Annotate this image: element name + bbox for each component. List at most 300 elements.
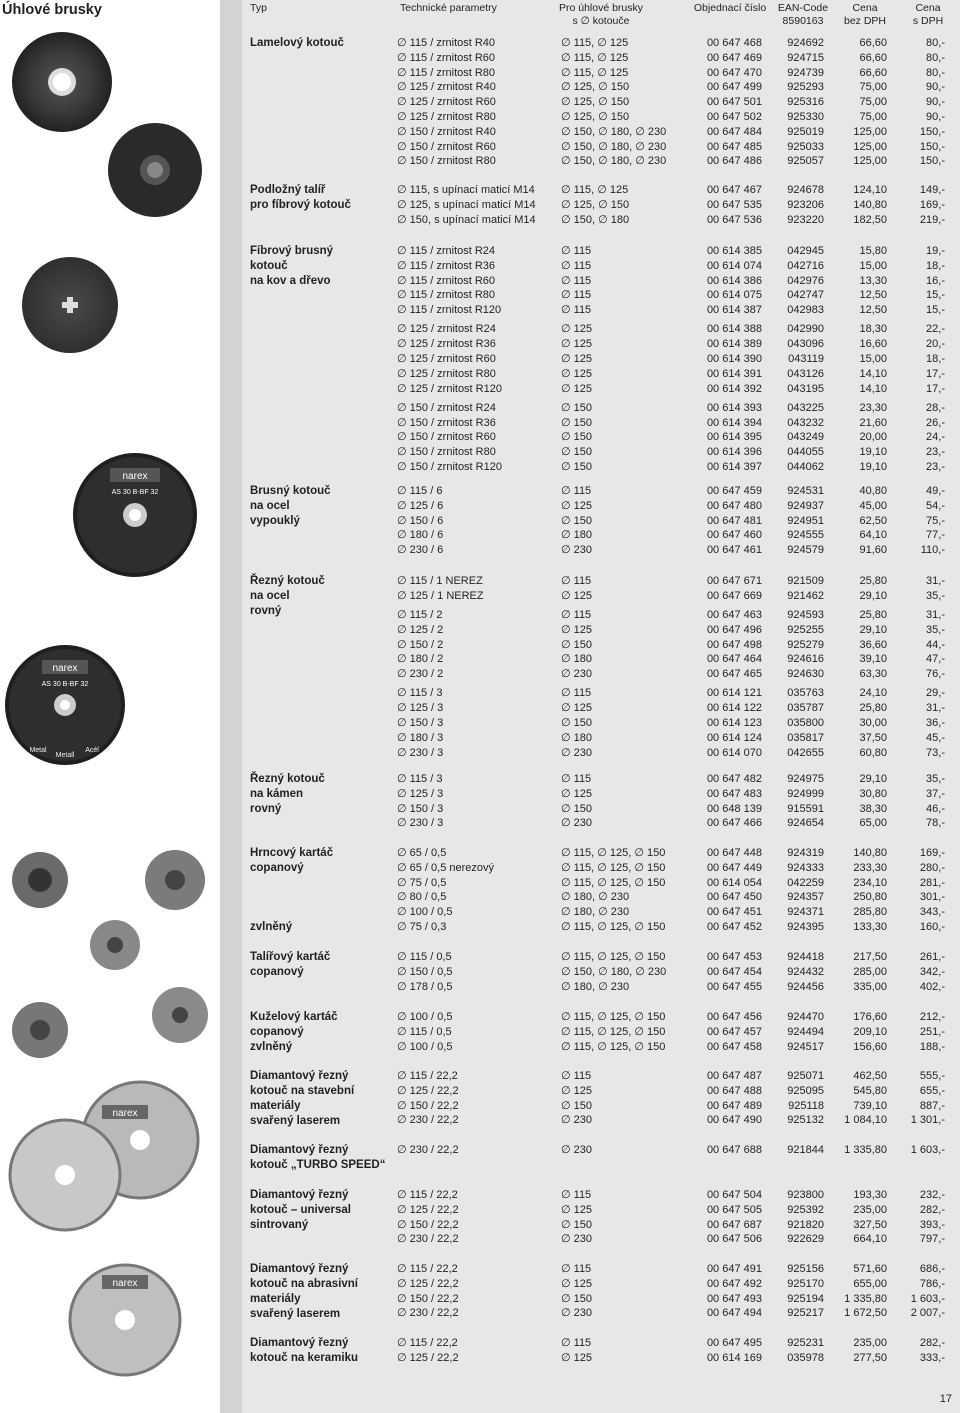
price-net-cell: 75,00 [859, 81, 887, 94]
order-number-cell: 00 614 394 [706, 416, 762, 429]
price-net-cell: 124,10 [853, 184, 887, 196]
price-net-cell: 30,00 [859, 717, 887, 729]
table-row [242, 589, 960, 604]
price-vat-cell: 655,- [919, 1084, 945, 1097]
header-order: Objednací číslo [693, 2, 767, 14]
ean-cell: 921462 [787, 589, 824, 602]
ean-cell: 035978 [787, 1351, 824, 1364]
price-net-cell: 15,00 [859, 353, 887, 365]
price-net-cell: 285,80 [853, 906, 887, 919]
ean-cell: 924357 [787, 891, 824, 904]
price-net-cell: 45,00 [859, 499, 887, 512]
price-net-cell: 16,60 [859, 338, 887, 351]
price-net-cell: 37,50 [859, 731, 887, 744]
price-net-cell: 29,10 [859, 773, 887, 785]
order-number-cell: 00 614 054 [706, 876, 762, 889]
grinder-cell: ∅ 150, ∅ 180, ∅ 230 [561, 140, 667, 153]
price-vat-cell: 26,- [926, 416, 945, 429]
price-net-cell: 176,60 [853, 1011, 887, 1023]
grinder-cell: ∅ 180, ∅ 230 [561, 891, 630, 904]
product-category: Diamantový řezný kotouč na stavební materiály svařený laserem [250, 1070, 355, 1127]
order-number-cell: 00 647 448 [706, 847, 762, 859]
order-number-cell: 00 647 688 [706, 1144, 762, 1156]
price-net-cell: 21,60 [859, 416, 887, 429]
table-row [242, 1351, 960, 1366]
grinder-cell: ∅ 125 [561, 499, 592, 512]
ean-cell: 925071 [787, 1070, 824, 1082]
spec-cell: ∅ 150 / 3 [397, 802, 444, 815]
order-number-cell: 00 647 464 [706, 653, 762, 666]
table-row [242, 608, 960, 623]
table-row [242, 731, 960, 746]
order-number-cell: 00 647 498 [706, 638, 762, 651]
price-net-cell: 25,80 [859, 575, 887, 587]
price-vat-cell: 150,- [919, 140, 945, 153]
price-vat-cell: 16,- [926, 274, 945, 287]
spec-cell: ∅ 125 / zrnitost R80 [397, 367, 496, 380]
spec-cell: ∅ 125 / 22,2 [397, 1203, 459, 1216]
price-net-cell: 39,10 [859, 653, 887, 666]
ean-cell: 925156 [787, 1263, 824, 1275]
price-vat-cell: 282,- [919, 1337, 945, 1349]
grinder-cell: ∅ 150 [561, 401, 592, 414]
table-row [242, 701, 960, 716]
order-number-cell: 00 647 483 [706, 787, 762, 800]
table-row [242, 528, 960, 543]
spec-cell: ∅ 115 / zrnitost R80 [397, 66, 496, 79]
table-row [242, 638, 960, 653]
table-row [242, 1084, 960, 1099]
ean-cell: 043126 [787, 367, 824, 380]
order-number-cell: 00 647 455 [706, 980, 762, 993]
price-net-cell: 40,80 [859, 485, 887, 497]
spec-cell: ∅ 115 / 6 [397, 485, 443, 497]
svg-text:narex: narex [112, 1108, 138, 1119]
table-row [242, 401, 960, 416]
order-number-cell: 00 614 123 [706, 717, 762, 729]
table-row [242, 352, 960, 367]
price-vat-cell: 402,- [919, 980, 945, 993]
spec-cell: ∅ 150 / 22,2 [397, 1292, 459, 1305]
price-net-cell: 23,30 [859, 401, 887, 414]
table-row [242, 623, 960, 638]
spec-cell: ∅ 100 / 0,5 [397, 1011, 453, 1023]
table-row [242, 36, 960, 51]
price-net-cell: 64,10 [859, 529, 887, 542]
order-number-cell: 00 614 396 [706, 446, 762, 459]
ean-cell: 043232 [787, 416, 824, 429]
price-vat-cell: 160,- [919, 921, 945, 933]
price-vat-cell: 261,- [919, 951, 945, 963]
product-category: Podložný talíř pro fíbrový kotouč [250, 184, 351, 211]
order-number-cell: 00 614 074 [706, 259, 762, 272]
price-net-cell: 30,80 [859, 787, 887, 800]
table-row [242, 574, 960, 589]
grinder-cell: ∅ 125 [561, 382, 592, 395]
ean-cell: 923206 [787, 198, 824, 211]
table-row [242, 66, 960, 81]
grinder-cell: ∅ 125 [561, 323, 592, 336]
spec-cell: ∅ 115 / zrnitost R36 [397, 259, 496, 272]
price-vat-cell: 797,- [919, 1233, 945, 1246]
spec-cell: ∅ 115 / zrnitost R80 [397, 289, 496, 302]
product-category: Talířový kartáč copanový [250, 951, 331, 978]
table-row [242, 1025, 960, 1040]
grinder-cell: ∅ 125, ∅ 150 [561, 111, 630, 123]
spec-cell: ∅ 150 / zrnitost R120 [397, 461, 502, 473]
product-category: Hrncový kartáč copanový [250, 847, 334, 874]
price-net-cell: 63,30 [859, 668, 887, 681]
ean-cell: 035800 [787, 717, 824, 729]
product-category: Řezný kotouč na ocel rovný [250, 575, 325, 617]
price-vat-cell: 149,- [919, 184, 945, 196]
price-vat-cell: 44,- [926, 638, 945, 651]
ean-cell: 035817 [787, 731, 824, 744]
ean-cell: 042945 [787, 245, 824, 257]
spec-cell: ∅ 65 / 0,5 nerezový [397, 861, 495, 874]
ean-cell: 923220 [787, 213, 824, 226]
price-vat-cell: 2 007,- [910, 1307, 945, 1320]
table-row [242, 802, 960, 817]
product-subcategory: zvlněný [250, 921, 293, 933]
spec-cell: ∅ 150, s upínací maticí M14 [397, 213, 536, 226]
grinder-cell: ∅ 150 [561, 416, 592, 429]
product-category: Diamantový řezný kotouč – universal sintrovaný [250, 1189, 351, 1231]
price-net-cell: 1 335,80 [844, 1144, 887, 1156]
table-row [242, 965, 960, 980]
header-type: Typ [250, 2, 267, 14]
grinder-cell: ∅ 125 [561, 787, 592, 800]
price-net-cell: 65,00 [859, 817, 887, 830]
grinder-cell: ∅ 115 [561, 245, 592, 257]
spec-cell: ∅ 150 / 3 [397, 717, 444, 729]
ean-cell: 042983 [787, 304, 824, 317]
order-number-cell: 00 647 506 [706, 1233, 762, 1246]
spec-cell: ∅ 115 / 0,5 [397, 1025, 452, 1038]
grinder-cell: ∅ 115, ∅ 125 [561, 184, 629, 196]
spec-cell: ∅ 115 / 3 [397, 687, 443, 700]
spec-cell: ∅ 125 / 3 [397, 787, 444, 800]
table-row [242, 890, 960, 905]
price-vat-cell: 35,- [926, 773, 945, 785]
grinder-cell: ∅ 125 [561, 1277, 592, 1290]
price-vat-cell: 73,- [926, 746, 945, 759]
price-vat-cell: 23,- [926, 446, 945, 459]
order-number-cell: 00 647 470 [706, 66, 762, 79]
spec-cell: ∅ 125 / zrnitost R36 [397, 338, 496, 351]
price-vat-cell: 29,- [926, 687, 945, 700]
table-row [242, 746, 960, 761]
order-number-cell: 00 614 395 [706, 431, 762, 444]
grinder-cell: ∅ 115 [561, 609, 592, 621]
order-number-cell: 00 647 450 [706, 891, 762, 904]
grinder-cell: ∅ 115, ∅ 125, ∅ 150 [561, 876, 666, 889]
grinder-cell: ∅ 115 [561, 1337, 592, 1349]
product-category: Fíbrový brusný kotouč na kov a dřevo [250, 245, 334, 287]
grinder-cell: ∅ 115 [561, 1070, 592, 1082]
spec-cell: ∅ 150 / 6 [397, 514, 444, 527]
order-number-cell: 00 614 075 [706, 289, 762, 302]
spec-cell: ∅ 100 / 0,5 [397, 906, 453, 919]
order-number-cell: 00 647 536 [706, 213, 762, 226]
table-row [242, 288, 960, 303]
price-net-cell: 193,30 [853, 1189, 887, 1201]
price-vat-cell: 46,- [926, 802, 945, 815]
flap-disc-image [12, 32, 112, 132]
order-number-cell: 00 647 487 [706, 1070, 762, 1082]
spec-cell: ∅ 150 / zrnitost R60 [397, 431, 496, 444]
price-net-cell: 235,00 [853, 1203, 887, 1216]
header-price-vat: Cena s DPH [912, 2, 944, 27]
grinder-cell: ∅ 150 [561, 514, 592, 527]
order-number-cell: 00 614 393 [706, 401, 762, 414]
order-number-cell: 00 647 459 [706, 485, 762, 497]
price-vat-cell: 19,- [926, 245, 945, 257]
table-row [242, 667, 960, 682]
price-net-cell: 75,00 [859, 96, 887, 109]
price-net-cell: 285,00 [853, 965, 887, 978]
grinder-cell: ∅ 115, ∅ 125, ∅ 150 [561, 1025, 666, 1038]
grinder-cell: ∅ 115 [561, 575, 592, 587]
page-number: 17 [939, 1393, 952, 1405]
table-row [242, 110, 960, 125]
price-vat-cell: 1 301,- [910, 1114, 945, 1127]
table-row [242, 213, 960, 228]
price-net-cell: 1 672,50 [844, 1307, 887, 1320]
table-row [242, 686, 960, 701]
spec-cell: ∅ 230 / 22,2 [397, 1114, 459, 1127]
order-number-cell: 00 647 493 [706, 1292, 762, 1305]
price-net-cell: 133,30 [853, 921, 887, 933]
table-row [242, 244, 960, 259]
order-number-cell: 00 614 385 [706, 245, 762, 257]
table-row [242, 1203, 960, 1218]
product-category: Diamantový řezný kotouč na keramiku [250, 1337, 359, 1364]
grinder-cell: ∅ 150, ∅ 180, ∅ 230 [561, 155, 667, 168]
ean-cell: 924999 [787, 787, 824, 800]
grinder-cell: ∅ 125 [561, 1203, 592, 1216]
table-row [242, 154, 960, 169]
table-row [242, 140, 960, 155]
table-row [242, 920, 960, 935]
order-number-cell: 00 614 387 [706, 304, 762, 317]
price-net-cell: 571,60 [853, 1263, 887, 1275]
ean-cell: 042716 [787, 259, 824, 272]
spec-cell: ∅ 150 / 0,5 [397, 965, 453, 978]
price-vat-cell: 45,- [926, 731, 945, 744]
grinder-cell: ∅ 125 [561, 623, 592, 636]
spec-cell: ∅ 230 / 22,2 [397, 1233, 459, 1246]
price-vat-cell: 169,- [919, 198, 945, 211]
order-number-cell: 00 647 501 [706, 96, 762, 109]
price-net-cell: 36,60 [859, 638, 887, 651]
grinder-cell: ∅ 125 [561, 702, 592, 715]
price-net-cell: 29,10 [859, 589, 887, 602]
price-net-cell: 209,10 [853, 1025, 887, 1038]
order-number-cell: 00 647 505 [706, 1203, 762, 1216]
header-spec: Technické parametry [400, 2, 497, 14]
grinder-cell: ∅ 125 [561, 1084, 592, 1097]
ean-cell: 924678 [787, 184, 824, 196]
price-vat-cell: 150,- [919, 125, 945, 138]
grinder-cell: ∅ 125, ∅ 150 [561, 198, 630, 211]
ean-cell: 924456 [787, 980, 824, 993]
ean-cell: 924517 [787, 1040, 824, 1053]
gray-strip [220, 0, 242, 1413]
grinder-cell: ∅ 115 [561, 773, 592, 785]
order-number-cell: 00 647 468 [706, 37, 762, 49]
spec-cell: ∅ 75 / 0,5 [397, 876, 447, 889]
table-row [242, 1336, 960, 1351]
header-price-net: Cena bez DPH [843, 2, 886, 27]
ean-cell: 043249 [787, 431, 824, 444]
svg-text:Acél: Acél [85, 747, 99, 754]
spec-cell: ∅ 115 / zrnitost R24 [397, 245, 496, 257]
order-number-cell: 00 647 449 [706, 861, 762, 874]
price-net-cell: 62,50 [859, 514, 887, 527]
price-vat-cell: 75,- [926, 514, 945, 527]
table-row [242, 1277, 960, 1292]
ean-cell: 921509 [787, 575, 824, 587]
order-number-cell: 00 614 397 [706, 461, 762, 473]
order-number-cell: 00 648 139 [706, 802, 762, 815]
price-net-cell: 664,10 [853, 1233, 887, 1246]
price-net-cell: 140,80 [853, 198, 887, 211]
price-vat-cell: 77,- [926, 529, 945, 542]
ean-cell: 924630 [787, 668, 824, 681]
price-net-cell: 91,60 [859, 544, 887, 557]
grinder-cell: ∅ 125 [561, 1351, 592, 1364]
ean-cell: 924319 [787, 847, 824, 859]
price-vat-cell: 110,- [920, 544, 945, 557]
grinder-cell: ∅ 150 [561, 802, 592, 815]
ean-cell: 043096 [787, 338, 824, 351]
table-row [242, 1262, 960, 1277]
order-number-cell: 00 647 481 [706, 514, 762, 527]
price-vat-cell: 281,- [919, 876, 945, 889]
price-vat-cell: 31,- [926, 575, 945, 587]
order-number-cell: 00 647 492 [706, 1277, 762, 1290]
spec-cell: ∅ 125 / zrnitost R80 [397, 111, 496, 123]
grinder-cell: ∅ 150 [561, 461, 592, 473]
ean-cell: 924593 [787, 609, 824, 621]
grinder-cell: ∅ 150 [561, 717, 592, 729]
spec-cell: ∅ 150 / 2 [397, 638, 444, 651]
price-vat-cell: 35,- [926, 589, 945, 602]
ean-cell: 925118 [788, 1099, 824, 1112]
spec-cell: ∅ 125 / 6 [397, 499, 444, 512]
price-net-cell: 66,60 [859, 51, 887, 64]
spec-cell: ∅ 150 / zrnitost R80 [397, 446, 496, 459]
grinder-cell: ∅ 115, ∅ 125, ∅ 150 [561, 921, 666, 933]
order-number-cell: 00 647 504 [706, 1189, 762, 1201]
svg-text:narex: narex [112, 1278, 138, 1289]
ean-cell: 925194 [787, 1292, 824, 1305]
spec-cell: ∅ 180 / 3 [397, 731, 444, 744]
ean-cell: 921820 [787, 1218, 824, 1231]
order-number-cell: 00 647 466 [706, 817, 762, 830]
grinder-cell: ∅ 230 [561, 668, 592, 681]
grinder-cell: ∅ 125 [561, 338, 592, 351]
order-number-cell: 00 614 121 [706, 687, 762, 700]
grinder-cell: ∅ 180 [561, 529, 592, 542]
order-number-cell: 00 647 460 [706, 529, 762, 542]
spec-cell: ∅ 115 / zrnitost R60 [397, 274, 496, 287]
svg-text:narex: narex [52, 663, 78, 674]
ean-cell: 923800 [787, 1189, 824, 1201]
table-row [242, 846, 960, 861]
price-net-cell: 75,00 [859, 111, 887, 123]
grinder-cell: ∅ 115 [561, 1263, 592, 1275]
order-number-cell: 00 647 486 [706, 155, 762, 168]
ean-cell: 043119 [788, 353, 824, 365]
table-row [242, 1306, 960, 1321]
spec-cell: ∅ 115 / 22,2 [397, 1070, 458, 1082]
price-vat-cell: 282,- [919, 1203, 945, 1216]
price-net-cell: 25,80 [859, 702, 887, 715]
price-net-cell: 462,50 [853, 1070, 887, 1082]
ean-cell: 924418 [787, 951, 824, 963]
price-vat-cell: 887,- [919, 1099, 945, 1112]
price-net-cell: 13,30 [859, 274, 887, 287]
svg-text:AS 30 B-BF 32: AS 30 B-BF 32 [111, 489, 159, 496]
price-vat-cell: 280,- [919, 861, 945, 874]
ean-cell: 925255 [787, 623, 824, 636]
price-net-cell: 156,60 [853, 1040, 887, 1053]
price-vat-cell: 31,- [926, 609, 945, 621]
grinder-cell: ∅ 180 [561, 731, 592, 744]
grinder-cell: ∅ 150 [561, 1099, 592, 1112]
price-vat-cell: 49,- [926, 485, 945, 497]
price-net-cell: 140,80 [853, 847, 887, 859]
svg-text:narex: narex [122, 471, 148, 482]
ean-cell: 925231 [787, 1337, 824, 1349]
spec-cell: ∅ 65 / 0,5 [397, 847, 447, 859]
order-number-cell: 00 647 489 [706, 1099, 762, 1112]
price-net-cell: 125,00 [853, 125, 887, 138]
ean-cell: 924654 [787, 817, 824, 830]
order-number-cell: 00 647 488 [706, 1084, 762, 1097]
ean-cell: 925217 [787, 1307, 824, 1320]
price-net-cell: 125,00 [853, 155, 887, 168]
price-vat-cell: 20,- [926, 338, 945, 351]
spec-cell: ∅ 125 / zrnitost R120 [397, 382, 502, 395]
price-vat-cell: 188,- [919, 1040, 945, 1053]
table-row [242, 1010, 960, 1025]
spec-cell: ∅ 115 / 1 NEREZ [397, 575, 483, 587]
header-for-grinder: Pro úhlové brusky s ∅ kotouče [558, 2, 644, 27]
spec-cell: ∅ 115 / 2 [397, 609, 443, 621]
table-row [242, 460, 960, 475]
grinder-cell: ∅ 125 [561, 367, 592, 380]
backing-pad-image [108, 123, 202, 217]
order-number-cell: 00 614 391 [706, 367, 762, 380]
grinder-cell: ∅ 230 [561, 817, 592, 830]
spec-cell: ∅ 125 / 3 [397, 702, 444, 715]
order-number-cell: 00 647 495 [706, 1337, 762, 1349]
spec-cell: ∅ 230 / 2 [397, 668, 444, 681]
price-vat-cell: 555,- [919, 1070, 945, 1082]
grinder-cell: ∅ 150 [561, 638, 592, 651]
order-number-cell: 00 614 392 [706, 382, 762, 395]
ean-cell: 042259 [787, 876, 824, 889]
cutting-disc-image [5, 645, 125, 765]
price-net-cell: 60,80 [859, 746, 887, 759]
table-row [242, 816, 960, 831]
spec-cell: ∅ 125 / 22,2 [397, 1277, 459, 1290]
table-row [242, 303, 960, 318]
order-number-cell: 00 647 456 [706, 1011, 762, 1023]
